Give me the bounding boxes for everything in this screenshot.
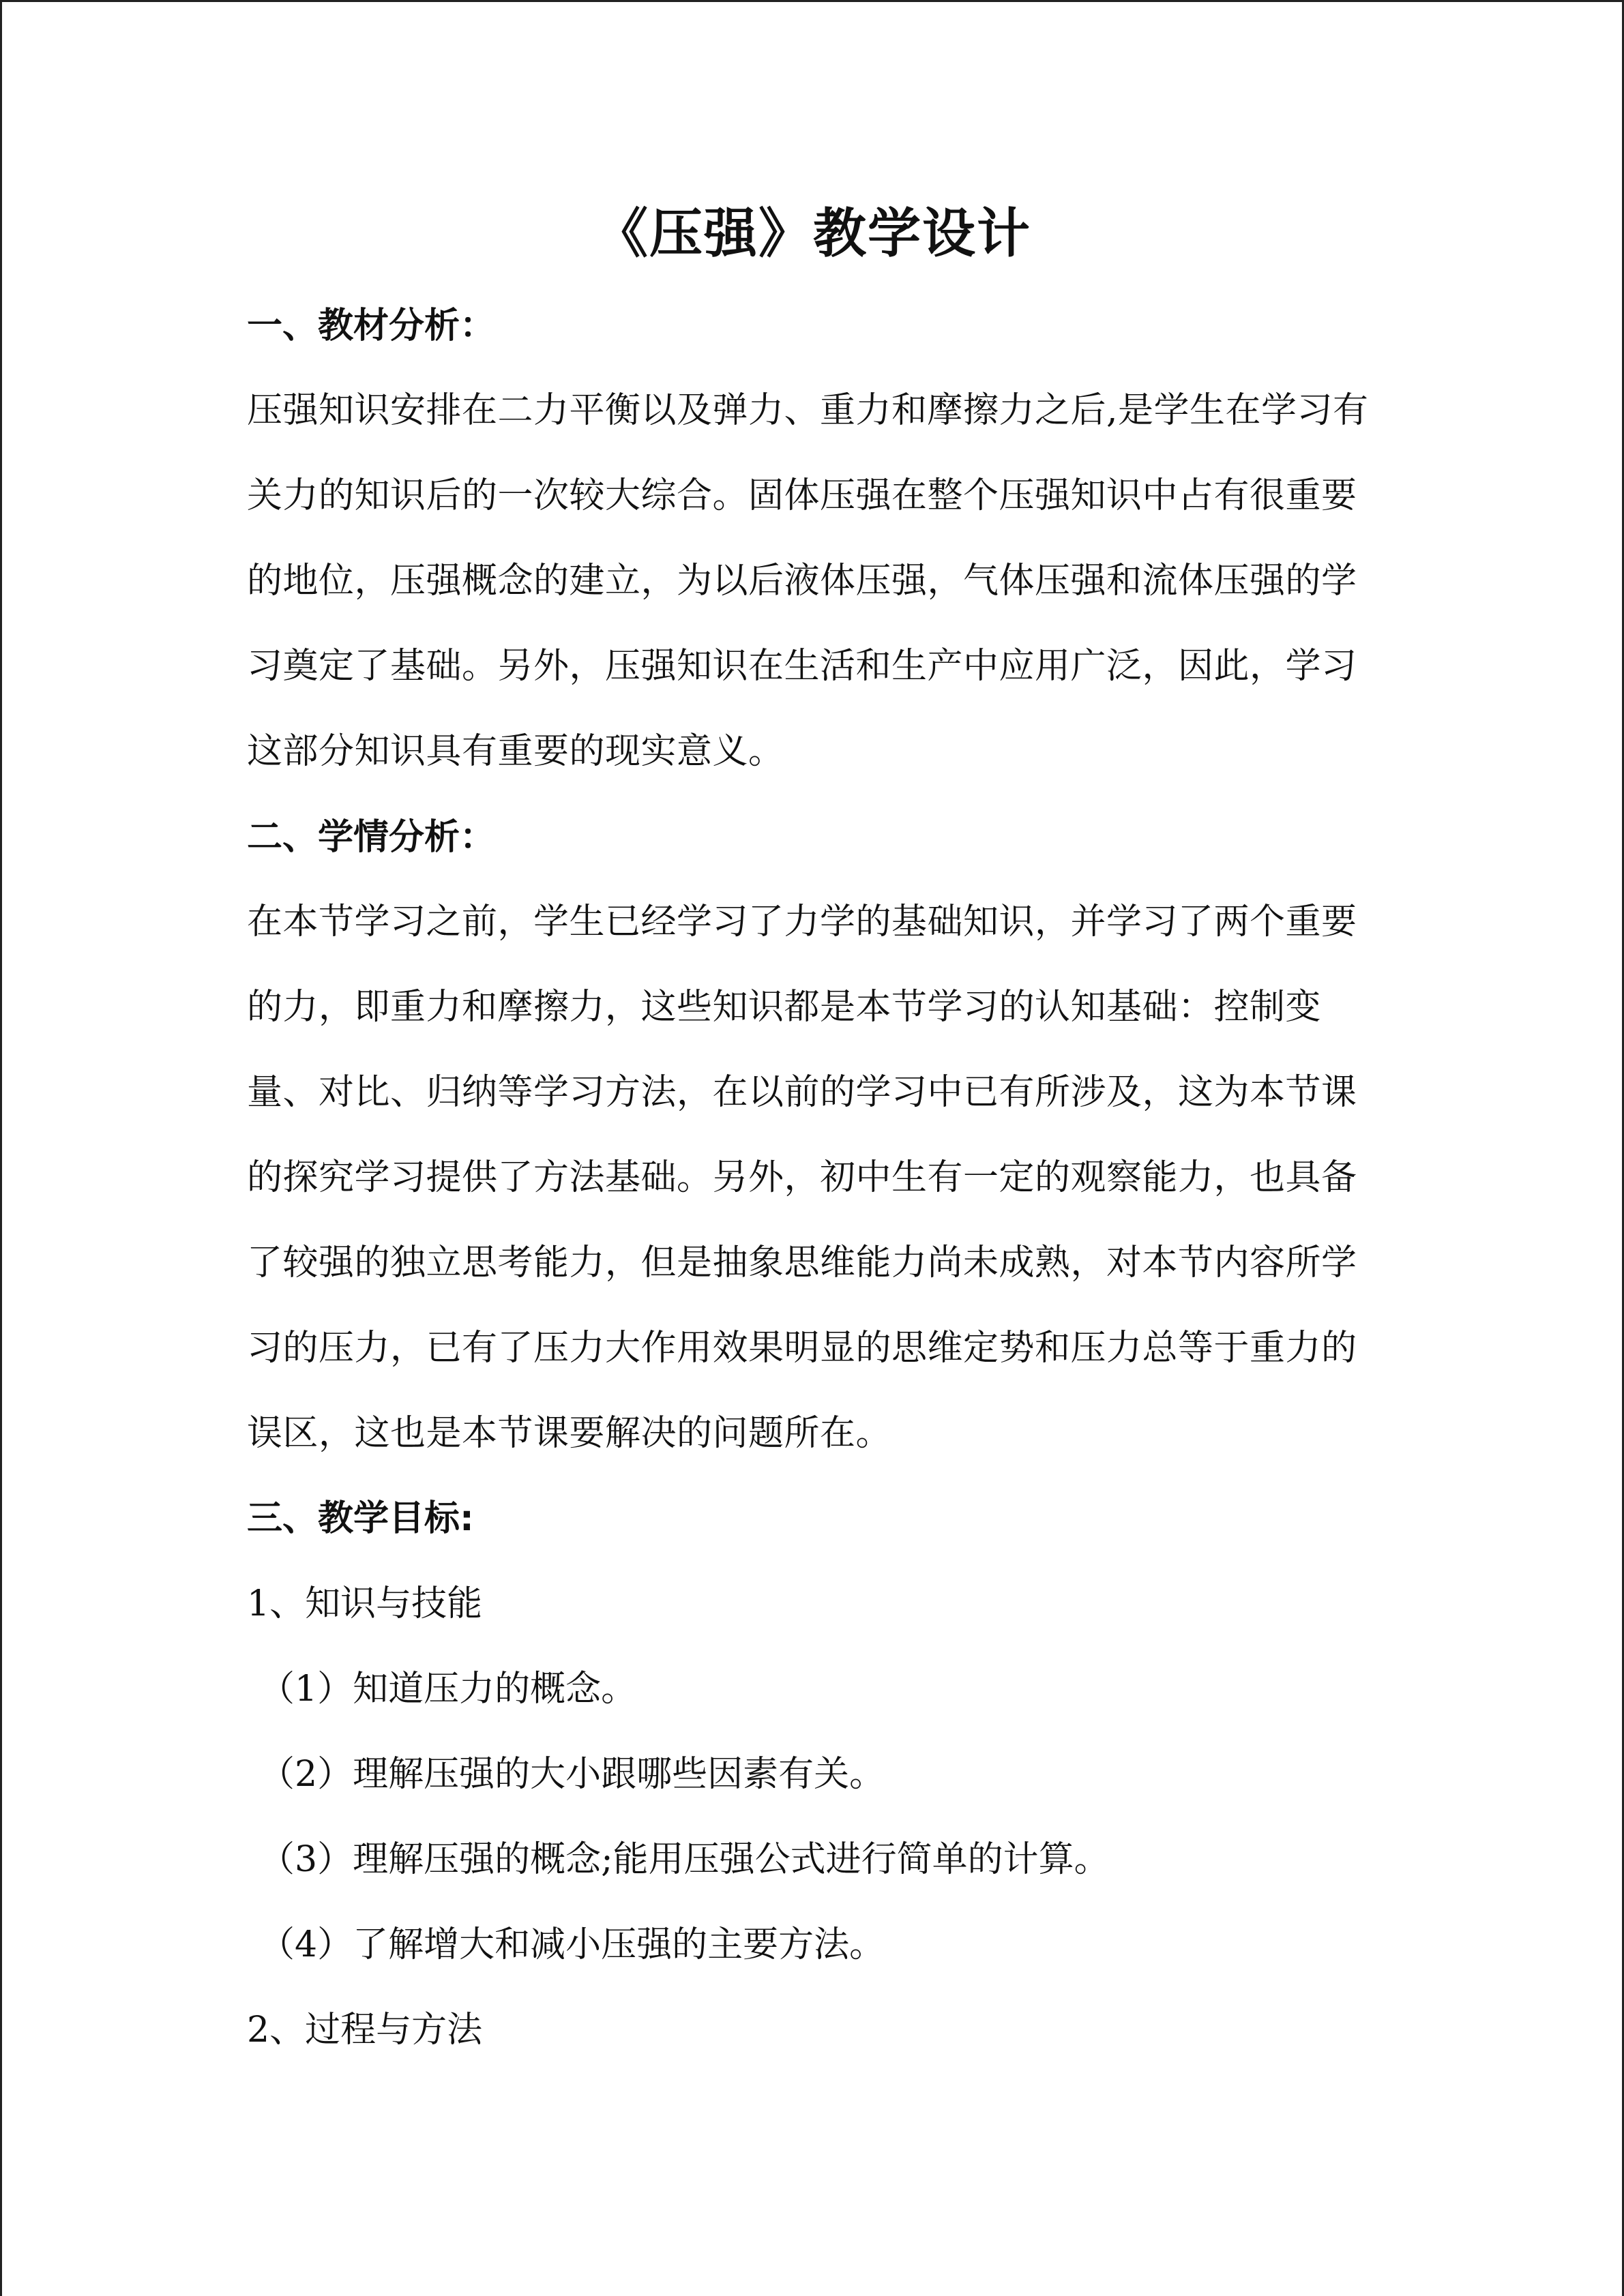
objective-item-3: （3）理解压强的概念;能用压强公式进行简单的计算。 <box>259 1839 1110 1880</box>
page-border-left <box>0 0 2 2296</box>
subsection-process-methods: 2、过程与方法 <box>247 2010 483 2051</box>
objective-item-4: （4）了解增大和减小压强的主要方法。 <box>259 1924 885 1965</box>
section-heading-teaching-objectives: 三、教学目标: <box>247 1498 474 1539</box>
section-heading-textbook-analysis: 一、教材分析： <box>247 305 496 346</box>
paragraph-student-analysis: 在本节学习之前，学生已经学习了力学的基础知识，并学习了两个重要的力，即重力和摩擦力，这些知识都是本节学习的认知基础：控制变量、对比、归纳等学习方法，在以前的学习中已有所涉及，这为本节课的探究学习提供了方法基础。另外，初中生有一定的观察能力，也具备了较强的独立思考能力，但是抽象思维能力尚未成熟，对本节内容所学习的压力，已有了压力大作用效果明显的思维定势和压力总等于重力的误区，这也是本节课要解决的问题所在。 <box>247 901 1357 1454</box>
paragraph-textbook-analysis: 压强知识安排在二力平衡以及弹力、重力和摩擦力之后,是学生在学习有关力的知识后的一次较大综合。固体压强在整个压强知识中占有很重要的地位，压强概念的建立，为以后液体压强，气体压强和流体压强的学习奠定了基础。另外，压强知识在生活和生产中应用广泛，因此，学习这部分知识具有重要的现实意义。 <box>247 390 1369 772</box>
section-heading-student-analysis: 二、学情分析： <box>247 817 496 858</box>
subsection-knowledge-skills: 1、知识与技能 <box>247 1583 483 1624</box>
objective-item-2: （2）理解压强的大小跟哪些因素有关。 <box>259 1754 885 1795</box>
page-border-top <box>0 0 1624 2</box>
document-title: 《压强》教学设计 <box>594 203 1031 265</box>
objective-item-1: （1）知道压力的概念。 <box>259 1669 637 1710</box>
